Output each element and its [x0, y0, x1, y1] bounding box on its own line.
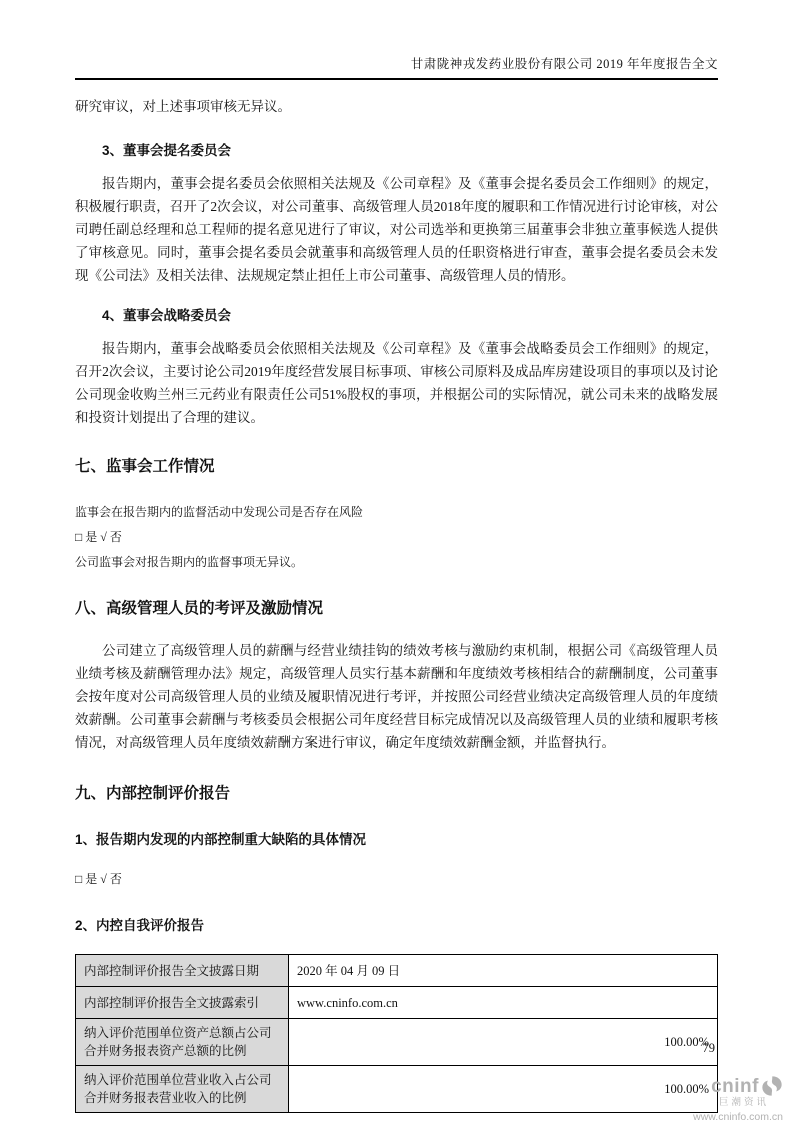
cninfo-url: www.cninfo.com.cn	[693, 1110, 783, 1122]
supervisory-risk-question: 监事会在报告期内的监督活动中发现公司是否存在风险	[75, 505, 364, 519]
paragraph-nomination-committee: 报告期内，董事会提名委员会依照相关法规及《公司章程》及《董事会提名委员会工作细则》的规定，积极履行职责，召开了2次会议，对公司董事、高级管理人员2018年度的履职和工作情况进行讨论审核，对公司聘任副总经理和总工程师的提名意见进行了审议，对公司选举和更换第三届董事会非独立董事候选人提供了审核意见。同时，董事会提名委员会就董事和高级管理人员的任职资格进行审查，董事会提名委员会未发现《公司法》及相关法律、法规规定禁止担任上市公司董事、高级管理人员的情形。	[75, 176, 718, 283]
table-label-asset-ratio: 纳入评价范围单位资产总额占公司合并财务报表资产总额的比例	[76, 1019, 289, 1066]
heading-supervisory-board: 七、监事会工作情况	[75, 458, 215, 475]
cninfo-chinese-name: 巨潮资讯	[718, 1098, 769, 1108]
table-label-disclosure-index: 内部控制评价报告全文披露索引	[76, 987, 289, 1019]
table-value-asset-ratio: 100.00%	[289, 1019, 718, 1066]
heading-strategy-committee: 4、董事会战略委员会	[102, 308, 232, 323]
page-content	[75, 0, 718, 1113]
table-row	[76, 1066, 718, 1113]
heading-self-evaluation-report: 2、内控自我评价报告	[75, 918, 205, 933]
supervisory-yes-no-checkbox: □ 是 √ 否	[75, 530, 122, 544]
cninfo-logo	[653, 1075, 783, 1122]
table-row	[76, 987, 718, 1019]
intro-paragraph: 研究审议，对上述事项审核无异议。	[75, 99, 291, 114]
heading-internal-control-defects: 1、报告期内发现的内部控制重大缺陷的具体情况	[75, 832, 367, 847]
internal-control-table	[75, 954, 718, 1113]
heading-nomination-committee: 3、董事会提名委员会	[102, 143, 232, 158]
cninfo-logo-row	[653, 1075, 783, 1097]
table-label-revenue-ratio: 纳入评价范围单位营业收入占公司合并财务报表营业收入的比例	[76, 1066, 289, 1113]
table-row	[76, 955, 718, 987]
cninfo-logo-text: cninf	[711, 1075, 759, 1097]
internal-control-yes-no-checkbox: □ 是 √ 否	[75, 872, 122, 886]
heading-internal-control-report: 九、内部控制评价报告	[75, 785, 231, 802]
paragraph-strategy-committee: 报告期内，董事会战略委员会依照相关法规及《公司章程》及《董事会战略委员会工作细则》的规定，召开2次会议，主要讨论公司2019年度经营发展目标事项、审核公司原料及成品库房建设项目的事项以及讨论公司现金收购兰州三元药业有限责任公司51%股权的事项，并根据公司的实际情况，就公司未来的战略发展和投资计划提出了合理的建议。	[75, 341, 718, 425]
table-value-revenue-ratio: 100.00%	[289, 1066, 718, 1113]
table-label-disclosure-date: 内部控制评价报告全文披露日期	[76, 955, 289, 987]
paragraph-senior-management-appraisal: 公司建立了高级管理人员的薪酬与经营业绩挂钩的绩效考核与激励约束机制，根据公司《高级管理人员业绩考核及薪酬管理办法》规定，高级管理人员实行基本薪酬和年度绩效考核相结合的薪酬制度，公司董事会按年度对公司高级管理人员的业绩及履职情况进行考评，并按照公司经营业绩决定高级管理人员的年度绩效薪酬。公司董事会薪酬与考核委员会根据公司年度经营目标完成情况以及高级管理人员的业绩和履职考核情况，对高级管理人员年度绩效薪酬方案进行审议，确定年度绩效薪酬金额，并监督执行。	[75, 643, 718, 750]
page-number: 79	[702, 1041, 715, 1055]
heading-senior-management-appraisal: 八、高级管理人员的考评及激励情况	[75, 600, 324, 617]
supervisory-no-objection-note: 公司监事会对报告期内的监督事项无异议。	[75, 555, 304, 569]
table-value-disclosure-date: 2020 年 04 月 09 日	[289, 955, 718, 987]
cninfo-swirl-icon	[761, 1075, 783, 1097]
table-value-disclosure-index: www.cninfo.com.cn	[289, 987, 718, 1019]
document-header-title: 甘肃陇神戎发药业股份有限公司 2019 年年度报告全文	[75, 0, 718, 80]
table-row	[76, 1019, 718, 1066]
